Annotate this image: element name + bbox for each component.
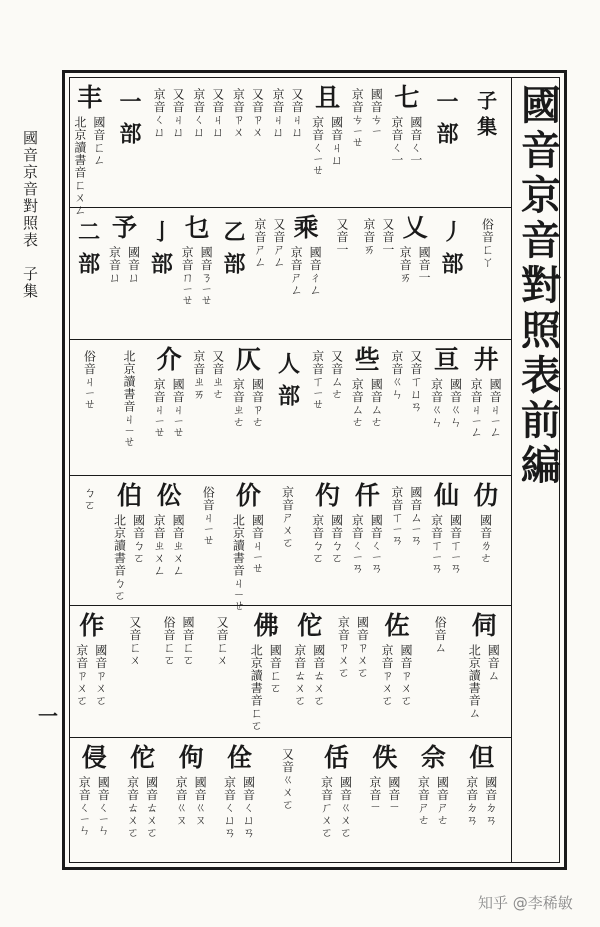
reading-line: 又音ㄐㄩ <box>290 88 304 138</box>
reading-line: 國音ㄧ <box>386 776 401 812</box>
reading-line: 國音ㄋㄧㄝ <box>199 246 214 307</box>
reading-line: 國音ㄍㄡ <box>193 776 208 826</box>
reading-line: 又音ㄈㄨ <box>127 616 142 666</box>
column <box>380 611 413 707</box>
head-character: 乂 <box>402 213 428 242</box>
reading-pair <box>389 350 425 413</box>
column <box>275 482 302 549</box>
reading-line: 京音ㄑㄩ <box>191 88 206 138</box>
reading-line: 北京讀書音ㄐㄧㄝ <box>231 514 246 612</box>
head-character: 佛 <box>253 611 279 640</box>
reading-line: 國音ㄉㄢ <box>483 776 498 826</box>
column <box>220 214 247 284</box>
head-character: 伀 <box>156 481 182 510</box>
reading-line: 北京讀書音ㄅㄛ <box>112 514 127 602</box>
column <box>292 611 326 707</box>
head-character: 佗 <box>130 743 156 772</box>
band-6 <box>70 738 511 868</box>
reading-line: 又音ㄐㄩ <box>171 88 186 138</box>
reading-line: 北京讀書音ㄈㄨㄥ <box>72 116 87 216</box>
reading-line: 京音ㄒㄧㄢ <box>389 486 404 547</box>
reading-line: 國音ㄊㄨㄛ <box>144 776 159 839</box>
reading-line: 國音ㄅㄛ <box>329 514 344 564</box>
reading-line: 俗音ㄐㄧㄝ <box>201 486 216 547</box>
column <box>429 481 463 575</box>
column <box>75 214 102 284</box>
reading-line: 京音ㄊㄨㄛ <box>292 644 307 707</box>
reading-line: 國音ㄗㄨㄛ <box>399 644 413 707</box>
radical-heading: 亅部 <box>147 220 174 284</box>
reading-pair <box>173 776 209 826</box>
reading-line: 京音ㄗㄨㄛ <box>336 616 351 679</box>
column <box>361 214 395 256</box>
column <box>438 214 465 284</box>
head-character: 丰 <box>77 83 103 112</box>
reading-pair <box>310 350 346 410</box>
reading-pair <box>468 378 504 438</box>
column <box>416 743 450 826</box>
head-character: 井 <box>473 345 499 374</box>
reading-line: 北京讀書音ㄈㄛ <box>249 644 264 732</box>
column <box>76 482 103 511</box>
reading-pair <box>349 88 385 148</box>
reading-line: 國音ㄕㄜ <box>435 776 450 826</box>
column <box>275 744 302 811</box>
reading-line: 又音ㄙㄜ <box>329 350 344 400</box>
reading-pair <box>72 116 108 216</box>
radical-heading: 一部 <box>433 90 460 154</box>
page-title <box>515 84 561 864</box>
band-3 <box>70 340 511 476</box>
reading-line: 又音ㄐㄩ <box>210 88 225 138</box>
reading-line: 京音ㄓㄜ <box>231 378 246 428</box>
column <box>231 345 265 428</box>
reading-line: 京音ㄍㄣ <box>429 378 444 428</box>
reading-line: 國音ㄅㄛ <box>131 514 146 564</box>
reading-line: 國音ㄈㄥ <box>91 116 106 166</box>
column <box>191 346 225 400</box>
column <box>398 213 432 284</box>
column <box>469 345 503 439</box>
reading-line: 國音ㄑ一 <box>408 116 423 166</box>
reading-pair <box>389 486 425 546</box>
reading-line: 又音ㄗㄨ <box>250 88 265 138</box>
reading-pair <box>379 644 415 707</box>
reading-line: 國音ㄑㄩㄢ <box>241 776 256 839</box>
column <box>174 743 208 826</box>
column <box>427 612 454 654</box>
column <box>389 83 423 166</box>
head-character: 且 <box>315 83 341 112</box>
column <box>222 743 256 839</box>
column <box>249 611 283 732</box>
column <box>112 481 146 602</box>
reading-line: 京音ㄩ <box>107 246 122 284</box>
reading-line: 國音一 <box>417 246 432 284</box>
reading-pair <box>191 350 227 400</box>
column <box>289 213 323 296</box>
column <box>319 743 353 839</box>
reading-line: 國音ㄙㄧㄢ <box>408 486 423 547</box>
head-character: 七 <box>394 83 420 112</box>
table-frame <box>62 70 567 870</box>
head-character: 作 <box>79 611 105 640</box>
head-character: 佗 <box>297 611 323 640</box>
head-character: 侵 <box>81 743 107 772</box>
reading-pair <box>151 88 187 138</box>
reading-line: 京音ㄕㄥ <box>289 246 304 296</box>
head-character: 佝 <box>178 743 204 772</box>
reading-line: 京音ㄒㄧㄝ <box>310 350 325 411</box>
reading-line: 國音ㄑㄧㄢ <box>369 514 384 575</box>
reading-line: 國音ㄗㄨㄛ <box>355 616 370 679</box>
reading-line: 北京讀書音ㄐㄧㄝ <box>121 350 136 448</box>
reading-line: 京音ㄑ一 <box>389 116 404 166</box>
reading-line: 又音一 <box>380 218 395 256</box>
reading-pair <box>248 644 284 732</box>
reading-line: 國音ㄐㄩ <box>329 116 344 166</box>
band-1 <box>70 78 511 216</box>
band-5 <box>70 606 511 738</box>
reading-pair <box>318 776 354 839</box>
column <box>152 481 186 577</box>
reading-line: 國音ㄈㄛ <box>181 616 195 666</box>
section-label: 子集 <box>473 90 498 142</box>
column <box>429 345 463 428</box>
column <box>231 84 265 138</box>
reading-line: 京音ㄍㄡ <box>174 776 189 826</box>
reading-line: 國音ㄒㄧㄢ <box>448 514 463 575</box>
reading-pair <box>349 514 385 574</box>
column <box>433 84 460 154</box>
reading-pair <box>151 514 187 577</box>
reading-line: 又音ㄈㄨ <box>215 616 230 666</box>
reading-line: 國音ㄙㄜ <box>369 378 384 428</box>
reading-pair <box>429 378 465 428</box>
radical-heading: 丿部 <box>438 220 464 284</box>
head-character: 佺 <box>227 743 253 772</box>
reading-line: 國音ㄙ <box>486 644 501 682</box>
column <box>350 481 384 575</box>
reading-pair <box>230 378 266 428</box>
column <box>162 612 195 666</box>
reading-line: 京音ㄑㄧㄢ <box>350 514 365 575</box>
reading-line: 京音ㄐㄧㄝ <box>152 378 167 439</box>
column <box>464 743 498 826</box>
table-inner-border <box>69 77 560 863</box>
reading-pair <box>367 776 403 811</box>
head-character: 仙 <box>434 481 460 510</box>
column <box>310 83 344 177</box>
column <box>271 84 304 138</box>
reading-pair <box>288 246 324 296</box>
reading-line: 京音ㄕㄥ <box>252 218 267 268</box>
head-character: 亘 <box>434 345 460 374</box>
radical-heading: 乙部 <box>220 220 246 284</box>
reading-line: 京音ㄗㄨㄛ <box>380 644 394 707</box>
column <box>350 84 384 149</box>
reading-line: 國音ㄐㄧㄝ <box>250 514 265 575</box>
page-title-text: 國音京音對照表前編 <box>514 84 562 489</box>
column <box>152 345 186 439</box>
radical-heading: 人部 <box>274 352 301 416</box>
head-character: 仟 <box>354 481 380 510</box>
column <box>389 346 423 413</box>
head-character: 乘 <box>293 213 319 242</box>
reading-pair <box>415 776 451 826</box>
column <box>195 482 222 546</box>
column <box>329 214 356 256</box>
reading-line: 國音ㄐㄧㄝ <box>171 378 186 439</box>
column <box>116 84 143 154</box>
column <box>275 346 302 416</box>
reading-line: 京音ㄒㄧㄢ <box>429 514 444 575</box>
column <box>310 346 344 411</box>
reading-line: 國音ㄊㄨㄛ <box>311 644 326 707</box>
band-2 <box>70 208 511 340</box>
reading-pair <box>107 246 143 284</box>
column <box>180 213 214 307</box>
reading-line: 京音ㄘㄧㄝ <box>350 88 365 149</box>
reading-line: 京音ㄙㄜ <box>350 378 365 428</box>
reading-pair <box>310 116 346 176</box>
reading-line: 國音ㄍㄨㄛ <box>338 776 353 839</box>
column <box>209 612 236 666</box>
reading-pair <box>270 88 306 138</box>
reading-pair <box>335 616 371 679</box>
reading-line: 俗音ㄈㄚ <box>480 218 495 268</box>
reading-line: 國音ㄔㄥ <box>308 246 323 296</box>
head-character: 价 <box>235 481 261 510</box>
column <box>310 481 344 564</box>
reading-line: 京音ㄧ <box>367 776 382 812</box>
column <box>122 612 149 666</box>
head-character: 佸 <box>323 743 349 772</box>
head-character: 佚 <box>372 743 398 772</box>
radical-heading: 二部 <box>74 220 101 284</box>
column <box>336 612 370 679</box>
reading-line: 京音ㄑㄩ <box>152 88 167 138</box>
column <box>350 345 384 428</box>
reading-line: 又音ㄓㄜ <box>210 350 225 400</box>
band-4 <box>70 476 511 612</box>
reading-line: 國音ㄈㄛ <box>268 644 283 694</box>
column <box>473 482 500 564</box>
reading-line: 京音ㄉㄢ <box>464 776 479 826</box>
head-character: 佘 <box>420 743 446 772</box>
reading-line: 又音ㄍㄨㄛ <box>280 748 295 811</box>
column <box>77 743 111 837</box>
reading-line: 國音ㄍㄣ <box>448 378 463 428</box>
reading-line: 京音ㄑㄩㄢ <box>222 776 237 839</box>
column <box>72 83 106 216</box>
reading-pair <box>464 776 500 826</box>
reading-line: 京音ㄕㄨㄛ <box>280 486 295 549</box>
reading-line: 又音一 <box>335 218 349 256</box>
reading-line: 國音ㄐㄧㄥ <box>488 378 503 439</box>
column <box>125 743 159 839</box>
reading-line: 京音ㄞ <box>361 218 376 256</box>
column <box>147 214 174 284</box>
reading-line: 俗音ㄐㄧㄝ <box>82 350 97 411</box>
reading-pair <box>397 246 433 284</box>
reading-pair <box>230 514 266 612</box>
column <box>74 611 108 707</box>
head-character: 佐 <box>384 611 410 640</box>
column <box>252 214 286 268</box>
reading-pair <box>252 218 288 268</box>
head-character: 伺 <box>471 611 497 640</box>
reading-pair <box>222 776 258 839</box>
watermark: 知乎 @李稀敏 <box>478 894 573 912</box>
column <box>473 84 500 142</box>
column <box>367 743 401 812</box>
reading-line: 京音ㄊㄨㄛ <box>125 776 140 839</box>
reading-line: 京音ㄍㄣ <box>389 350 404 400</box>
reading-line: 國音ㄓㄨㄥ <box>171 514 186 577</box>
reading-pair <box>191 88 227 138</box>
head-character: 乜 <box>184 213 210 242</box>
head-character: 些 <box>354 345 380 374</box>
reading-line: 京音ㄑㄧㄣ <box>77 776 92 837</box>
head-character: 伯 <box>116 481 142 510</box>
radical-heading: 一部 <box>115 90 142 154</box>
reading-line: 京音ㄐㄩ <box>271 88 285 138</box>
column <box>467 611 501 719</box>
reading-line: 京音ㄓㄨㄥ <box>152 514 167 577</box>
reading-line: 國音ㄗㄜ <box>250 378 265 428</box>
reading-pair <box>349 378 385 428</box>
reading-pair <box>361 218 397 256</box>
reading-pair <box>310 514 346 564</box>
reading-pair <box>230 88 266 138</box>
reading-line: 國音ㄘㄧ <box>369 88 384 136</box>
reading-line: 京音ㄐㄧㄥ <box>469 378 484 439</box>
reading-pair <box>125 776 161 839</box>
reading-line: 俗音ㄈㄛ <box>162 616 176 666</box>
head-character: 仄 <box>235 345 261 374</box>
head-character: 仂 <box>473 481 499 510</box>
reading-pair <box>161 616 197 666</box>
reading-line: 又音ㄒㄩㄢ <box>408 350 423 413</box>
reading-pair <box>151 378 187 438</box>
reading-line: 京音ㄞ <box>398 246 413 284</box>
reading-line: 京音ㄏㄨㄛ <box>319 776 334 839</box>
reading-line: 京音ㄓㄞ <box>191 350 206 400</box>
column <box>152 84 186 138</box>
reading-pair <box>429 514 465 574</box>
reading-line: 國音ㄩ <box>126 246 141 284</box>
head-character: 仢 <box>315 481 341 510</box>
reading-line: 國音ㄗㄨㄛ <box>93 644 108 707</box>
reading-pair <box>74 644 110 707</box>
column <box>107 213 141 284</box>
column <box>231 481 265 612</box>
head-character: 予 <box>111 213 137 242</box>
reading-line: 國音ㄑㄧㄣ <box>96 776 111 837</box>
reading-pair <box>76 776 112 836</box>
reading-line: 京音ㄕㄜ <box>416 776 431 826</box>
reading-pair <box>179 246 215 306</box>
reading-line: 京音ㄅㄛ <box>310 514 325 564</box>
reading-pair <box>466 644 502 719</box>
column <box>389 482 423 547</box>
reading-line: 京音ㄗㄨ <box>231 88 246 138</box>
reading-pair <box>389 116 425 166</box>
reading-line: 京音ㄑㄧㄝ <box>310 116 325 177</box>
reading-line: ㄅㄛ <box>82 486 97 511</box>
column <box>116 346 143 448</box>
head-character: 介 <box>156 345 182 374</box>
reading-pair <box>111 514 147 602</box>
reading-line: 北京讀書音ㄙ <box>467 644 482 719</box>
column <box>76 346 103 410</box>
reading-line: 又音ㄕㄥ <box>271 218 286 268</box>
reading-line: 俗音ㄙ <box>433 616 448 654</box>
reading-line: 京音ㄗㄨㄛ <box>74 644 89 707</box>
reading-pair <box>292 644 328 707</box>
reading-line: 京音ㄇㄧㄝ <box>180 246 195 307</box>
page-mark: 一 <box>38 704 58 728</box>
reading-line: 國音ㄌㄜ <box>478 514 493 564</box>
running-head: 國音京音對照表 子集 <box>21 130 39 300</box>
column <box>474 214 501 268</box>
column <box>191 84 225 138</box>
head-character: 但 <box>469 743 495 772</box>
